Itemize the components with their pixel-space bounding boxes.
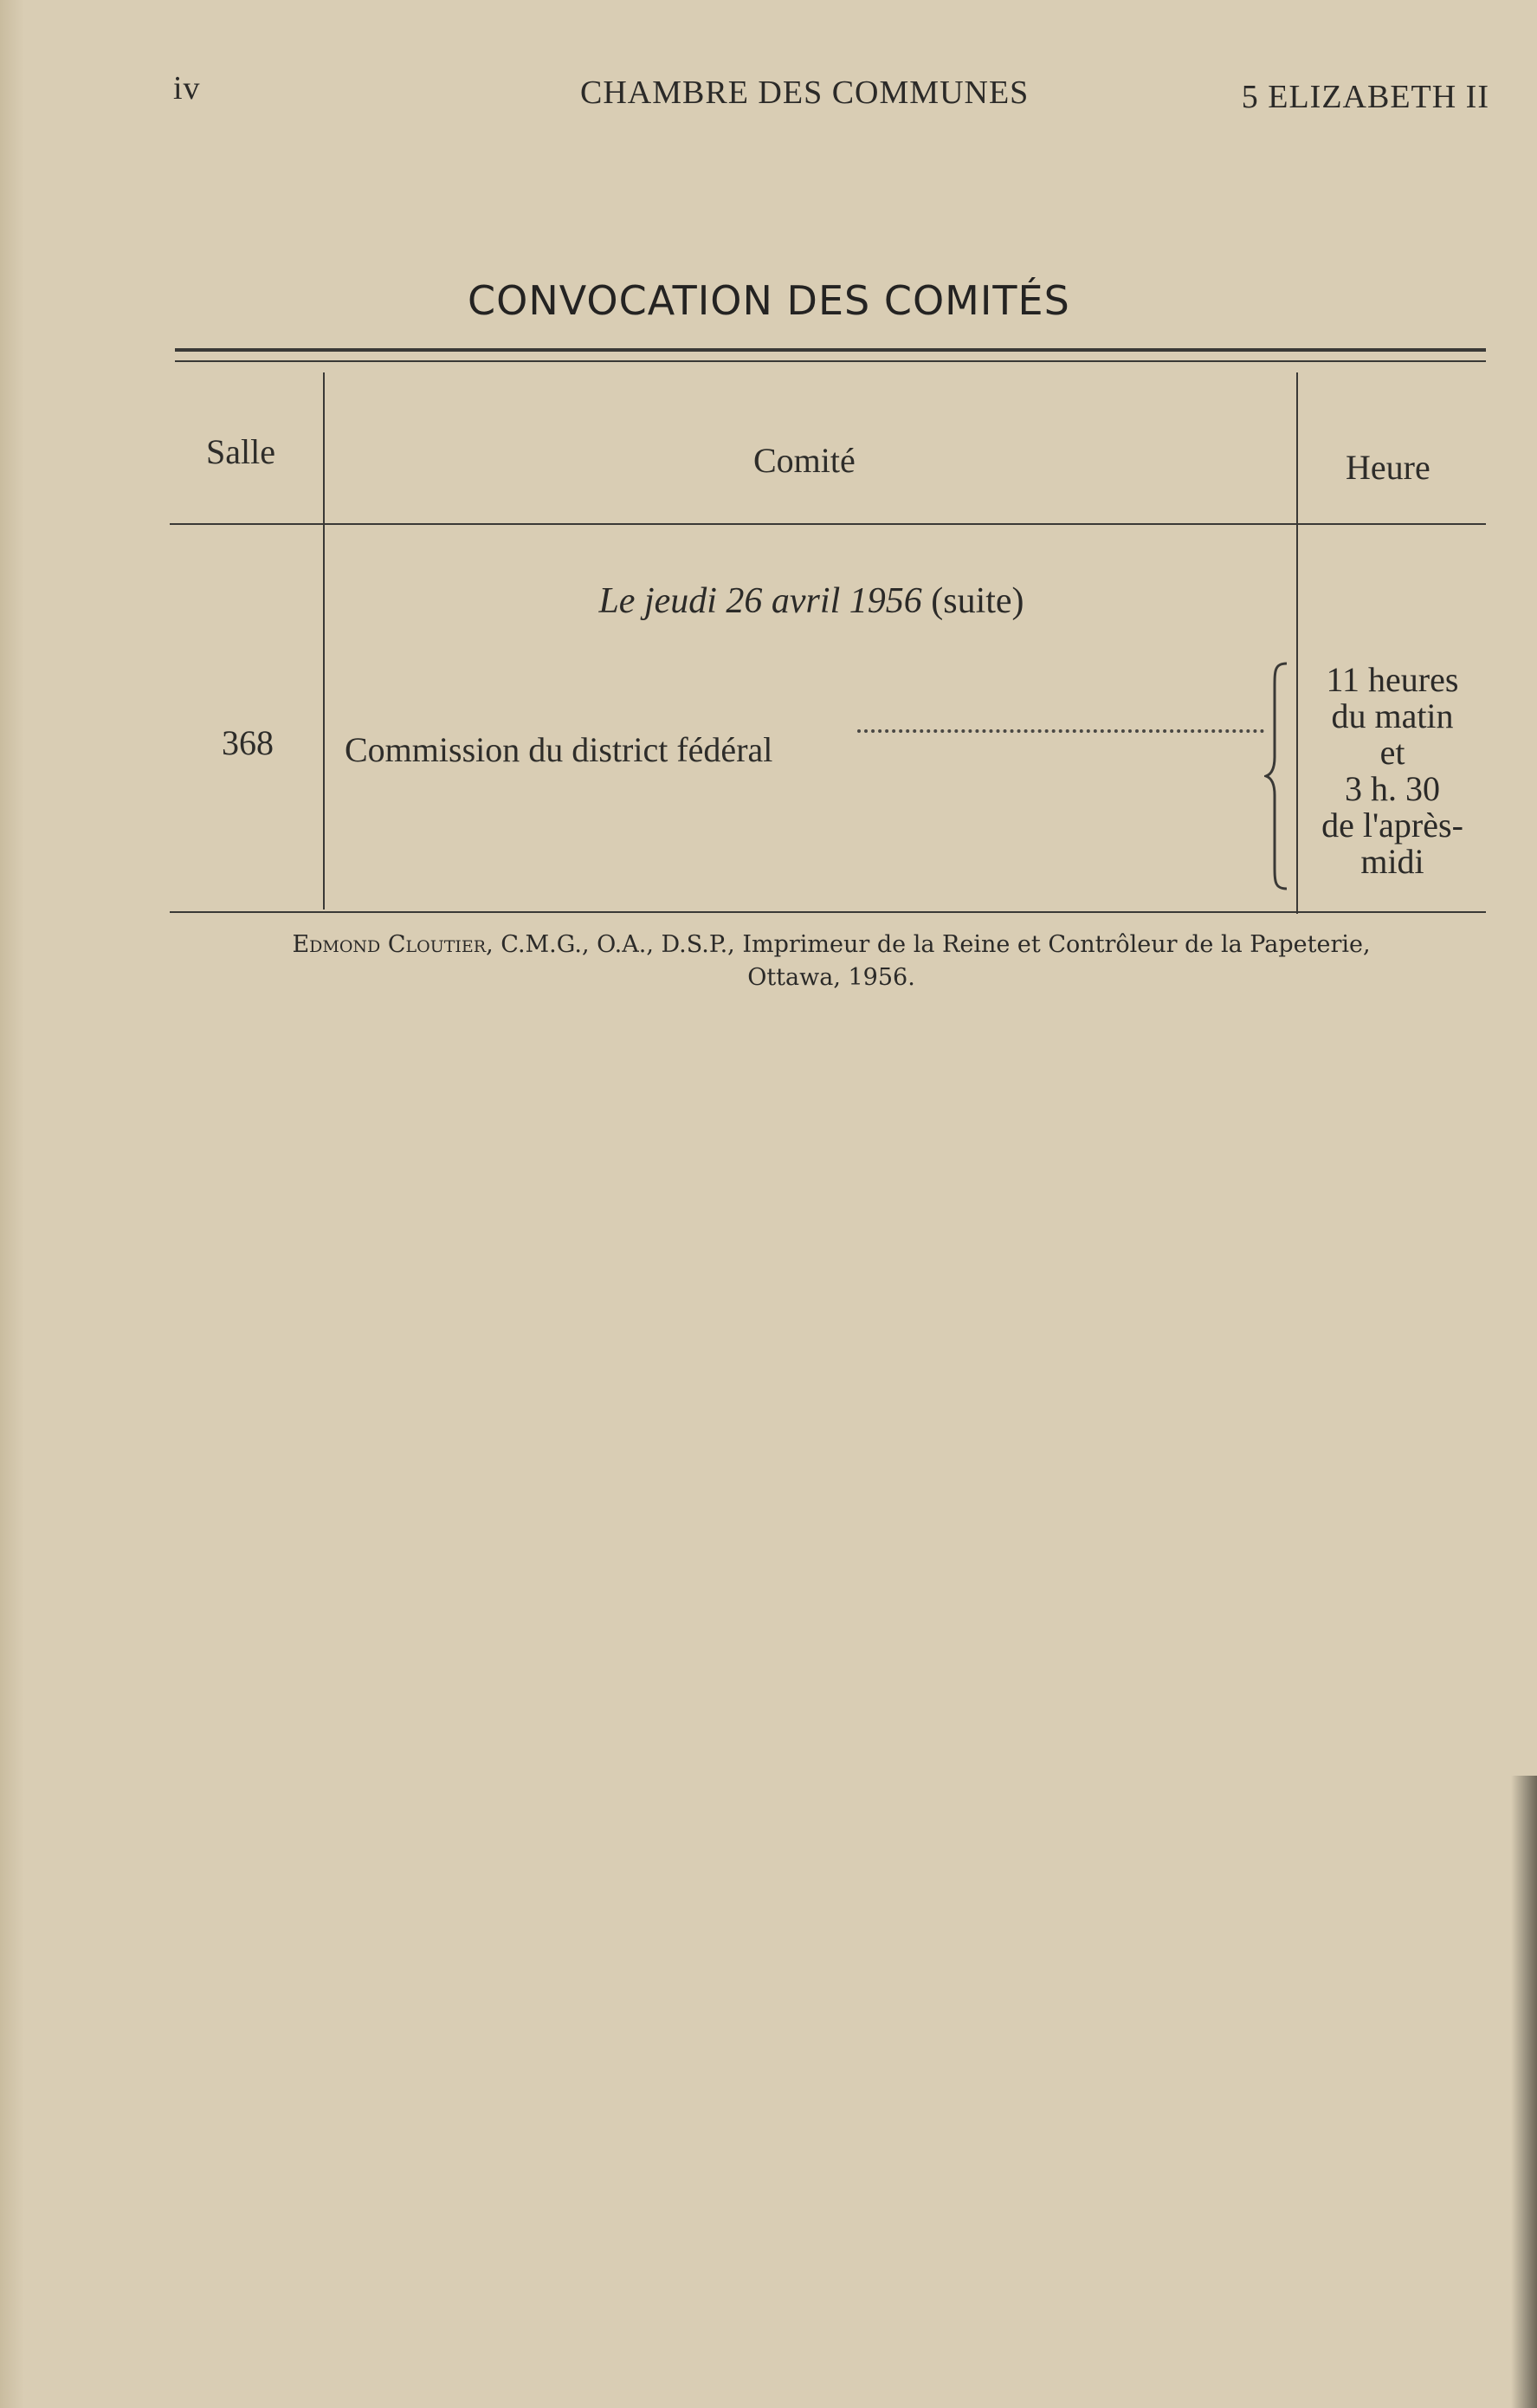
table-top-rule-thick [175,348,1486,352]
heure-line: et [1379,733,1405,772]
heure-line: midi [1360,842,1424,881]
meeting-date-heading [327,580,1295,622]
column-header-salle: Salle [206,432,275,471]
header-bottom-rule [170,523,1486,525]
column-divider-2 [1296,372,1298,914]
table-bottom-rule [170,911,1486,913]
heure-line: du matin [1331,696,1454,735]
printer-details: , C.M.G., O.A., D.S.P., Imprimeur de la Reine et Contrôleur de la Papeterie, [486,931,1371,958]
page-title: CONVOCATION DES COMITÉS [468,277,1070,324]
table-row-salle: 368 [222,723,274,762]
dot-leader [857,724,1264,733]
regnal-year: 5 ELIZABETH II [1241,79,1489,115]
table-row-heure [1299,662,1486,880]
continuation-note: (suite) [931,581,1024,621]
publication-name: CHAMBRE DES COMMUNES [580,74,1030,111]
curly-brace [1264,662,1290,890]
heure-line: de l'après- [1321,806,1463,845]
printer-name: Edmond Cloutier [292,931,487,958]
heure-line: 3 h. 30 [1345,769,1440,808]
table-row-comite: Commission du district fédéral [345,730,773,769]
column-header-heure: Heure [1346,448,1430,487]
heure-line: 11 heures [1326,660,1459,699]
column-header-comite: Comité [753,441,856,480]
folio: iv [173,70,201,107]
column-divider-1 [323,372,325,909]
running-head [173,69,1489,121]
imprint-place-year: Ottawa, 1956. [747,964,915,991]
page-edge-right [1511,1776,1537,2408]
table-top-rule-thin [175,360,1486,362]
meeting-date: Le jeudi 26 avril 1956 [598,581,922,621]
printer-imprint [173,929,1489,994]
page-edge-left [0,0,24,2408]
